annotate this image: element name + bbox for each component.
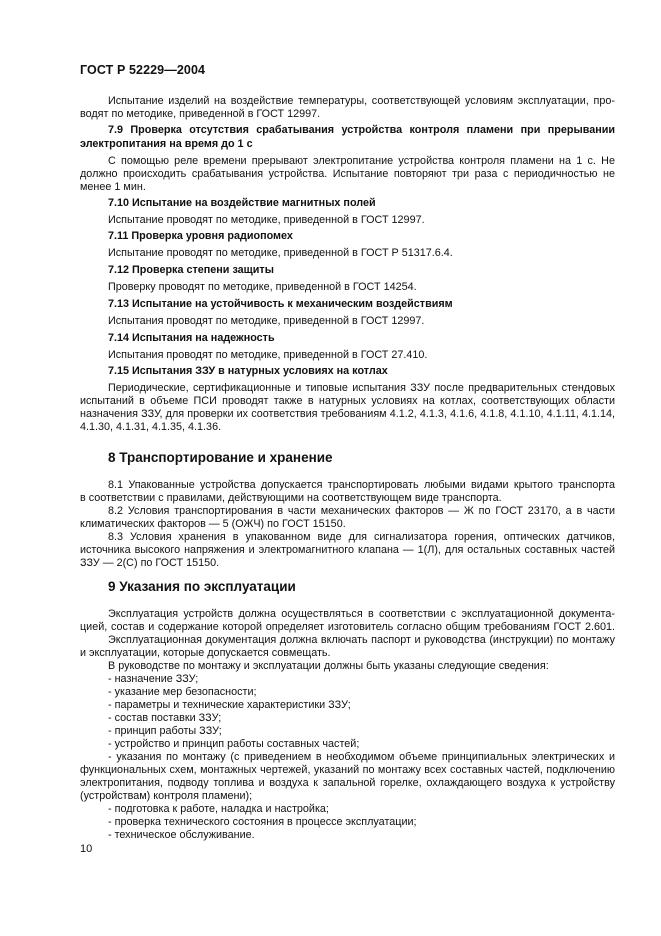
list-item: - назначение ЗЗУ; <box>108 673 199 685</box>
section-heading: 9 Указания по эксплуатации <box>108 579 296 594</box>
list-item: - проверка технического состояния в процессе эксплуатации; <box>108 816 417 828</box>
text-line: испытаний в объеме ПСИ проводят также в натурных условиях на котлах, соответствующих области <box>80 395 615 407</box>
text-line: Испытания проводят по методике, приведенной в ГОСТ 12997. <box>108 315 425 327</box>
clause-heading: 7.15 Испытания ЗЗУ в натурных условиях на котлах <box>108 365 388 377</box>
clause-heading: 7.10 Испытание на воздействие магнитных полей <box>108 197 376 209</box>
text-line: должно происходить срабатывания устройства. Испытание повторяют три раза с периодичностью не <box>80 168 615 180</box>
text-line: цией, состав и содержание которой определяет изготовитель согласно общим требованиям ГОСТ 2.601. <box>80 621 615 633</box>
text-line: Эксплуатация устройств должна осуществляться в соответствии с эксплуатационной документа- <box>108 608 615 620</box>
text-line: климатических факторов — 5 (ОЖЧ) по ГОСТ 15150. <box>80 518 346 530</box>
text-line: 8.2 Условия транспортирования в части механических факторов — Ж по ГОСТ 23170, а в части <box>108 505 615 517</box>
text-line: Испытание проводят по методике, приведенной в ГОСТ 12997. <box>108 214 425 226</box>
clause-heading: 7.11 Проверка уровня радиопомех <box>108 230 293 242</box>
text-line: ЗЗУ — 2(С) по ГОСТ 15150. <box>80 557 220 569</box>
text-line: (устройствам) контроля пламени); <box>80 790 253 802</box>
text-line: В руководстве по монтажу и эксплуатации должны быть указаны следующие сведения: <box>108 660 549 672</box>
list-item: - техническое обслуживание. <box>108 829 255 841</box>
list-item: - параметры и технические характеристики ЗЗУ; <box>108 699 351 711</box>
list-item: - указания по монтажу (с приведением в необходимом объеме принципиальных электрических и <box>108 751 615 763</box>
clause-heading: 7.12 Проверка степени защиты <box>108 264 274 276</box>
text-line: Периодические, сертификационные и типовые испытания ЗЗУ после предварительных стендовых <box>108 382 615 394</box>
text-line: Испытание изделий на воздействие температуры, соответствующей условиям эксплуатации, про- <box>108 95 615 107</box>
list-item: - подготовка к работе, наладка и настройка; <box>108 803 329 815</box>
text-line: менее 1 мин. <box>80 181 146 193</box>
page-number: 10 <box>80 843 93 855</box>
text-line: Испытание проводят по методике, приведенной в ГОСТ Р 51317.6.4. <box>108 247 453 259</box>
list-item: - состав поставки ЗЗУ; <box>108 712 222 724</box>
clause-heading: 7.13 Испытание на устойчивость к механическим воздействиям <box>108 298 453 310</box>
text-line: функциональных схем, монтажных чертежей, указаний по монтажу всех составных частей, подключению <box>80 764 615 776</box>
section-heading: 8 Транспортирование и хранение <box>108 450 333 465</box>
text-line: в соответствии с правилами, действующими на соответствующем виде транспорта. <box>80 492 502 504</box>
text-line: 8.1 Упакованные устройства допускается транспортировать любыми видами крытого транспорта <box>108 479 615 491</box>
clause-heading: 7.14 Испытания на надежность <box>108 332 275 344</box>
clause-heading: электропитания на время до 1 с <box>80 138 253 150</box>
text-line: назначения ЗЗУ, для проверки их соответствия требованиям 4.1.2, 4.1.3, 4.1.6, 4.1.8, 4.1.10, 4.1.11, 4.1.14, <box>80 408 615 420</box>
text-line: Эксплуатационная документация должна включать паспорт и руководства (инструкции) по монтажу <box>108 634 615 646</box>
text-line: 8.3 Условия хранения в упакованном виде для сигнализатора горения, оптических датчиков, <box>108 531 615 543</box>
text-line: Испытания проводят по методике, приведенной в ГОСТ 27.410. <box>108 349 428 361</box>
list-item: - указание мер безопасности; <box>108 686 257 698</box>
text-line: водят по методике, приведенной в ГОСТ 12997. <box>80 108 321 120</box>
text-line: Проверку проводят по методике, приведенной в ГОСТ 14254. <box>108 281 417 293</box>
list-item: - принцип работы ЗЗУ; <box>108 725 222 737</box>
text-line: и эксплуатации, которые допускается совмещать. <box>80 647 331 659</box>
text-line: электропитания, подводу топлива и воздуха к запальной горелке, охлаждающего воздуха к устройству <box>80 777 615 789</box>
text-line: источника высокого напряжения и электромагнитного клапана — 1(Л), для остальных составных частей <box>80 544 615 556</box>
clause-heading: 7.9 Проверка отсутствия срабатывания устройства контроля пламени при прерывании <box>108 124 615 136</box>
document-header: ГОСТ Р 52229—2004 <box>80 63 206 77</box>
text-line: С помощью реле времени прерывают электропитание устройства контроля пламени на 1 с. Не <box>108 155 615 167</box>
text-line: 4.1.30, 4.1.31, 4.1.35, 4.1.36. <box>80 421 222 433</box>
list-item: - устройство и принцип работы составных частей; <box>108 738 360 750</box>
